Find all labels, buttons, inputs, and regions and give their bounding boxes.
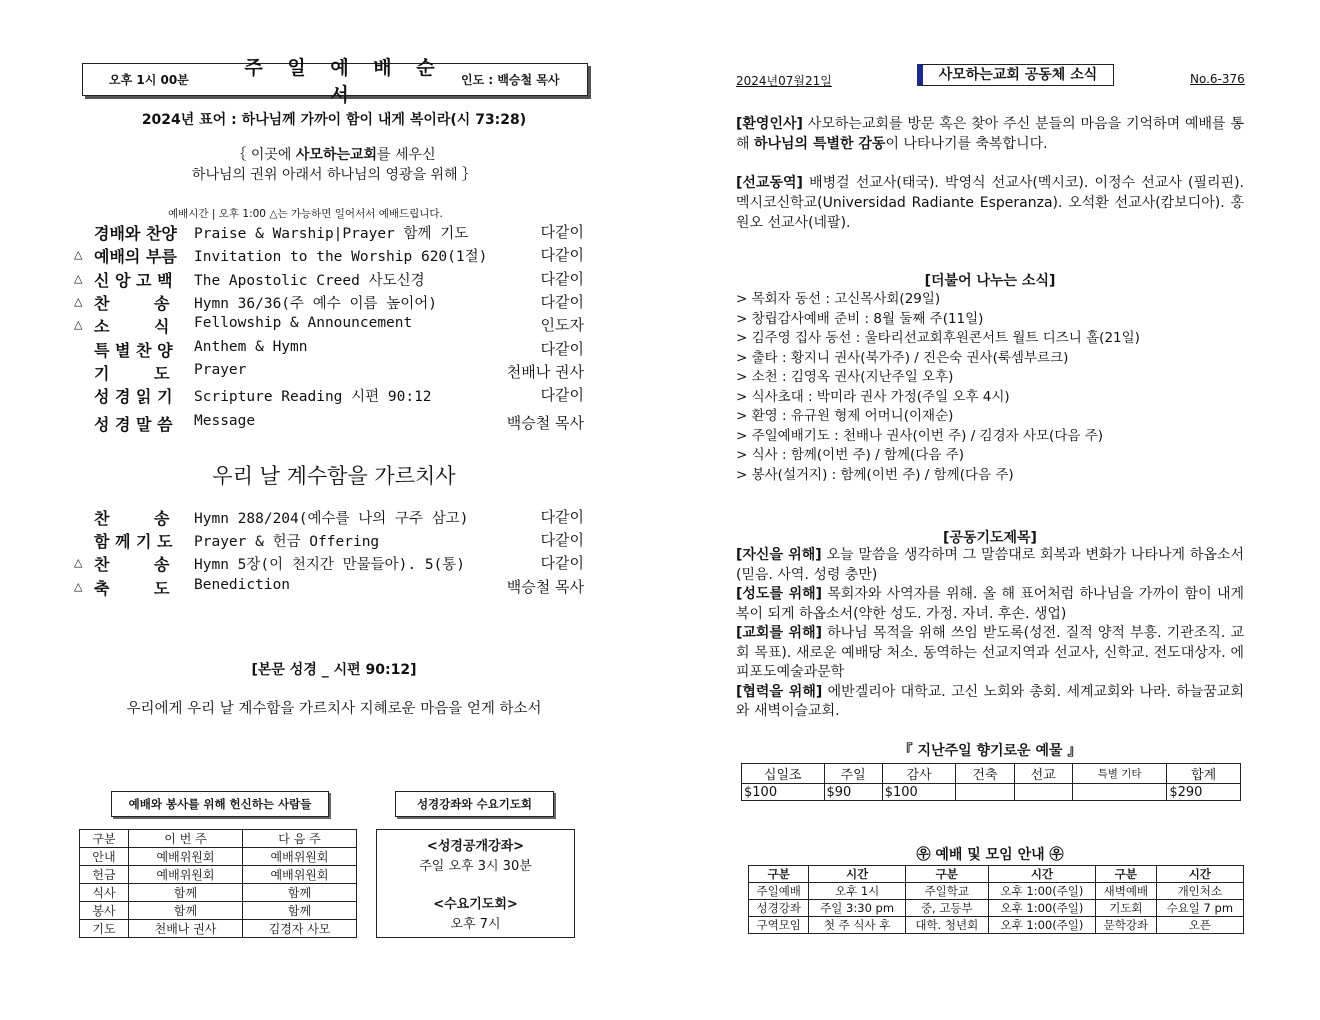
study-title-1: <성경공개강좌> bbox=[426, 839, 525, 854]
table-header: 이 번 주 bbox=[129, 830, 243, 848]
order-item-description: Anthem & Hymn bbox=[194, 339, 308, 355]
order-item-description: Praise & Warship|Prayer 함께 기도 bbox=[194, 226, 469, 242]
order-item-name: 예배의 부름 bbox=[94, 247, 177, 266]
table-header: 선교 bbox=[1014, 764, 1072, 784]
table-cell: 첫 주 식사 후 bbox=[809, 917, 905, 934]
list-item: > 식사초대 : 박미라 권사 가정(주일 오후 4시) bbox=[736, 388, 1010, 405]
table-cell: 대학. 청년회 bbox=[905, 917, 988, 934]
order-item-name: 경배와 찬양 bbox=[94, 224, 177, 243]
prayer-item-text: 하나님 목적을 위해 쓰임 받도록(성전. 질적 양적 부흥. 기관조직. 교회 목표). 새로운 예배당 처소. 동역하는 선교지역과 선교사, 신학교. 전도대상자. 에피포도예술과문학 bbox=[736, 625, 1244, 680]
table-cell: 주일학교 bbox=[905, 883, 988, 900]
table-header: 주일 bbox=[824, 764, 882, 784]
table-cell: 식사 bbox=[80, 884, 129, 902]
table-row bbox=[80, 884, 357, 902]
study-title-2: <수요기도회> bbox=[433, 897, 518, 912]
table-cell: 오후 1:00(주일) bbox=[988, 917, 1095, 934]
order-item-leader: 다같이 bbox=[540, 508, 584, 526]
table-cell: 개인처소 bbox=[1156, 883, 1243, 900]
order-item-description: Benediction bbox=[194, 577, 291, 593]
order-row bbox=[74, 412, 586, 434]
table-header: 구분 bbox=[749, 866, 809, 883]
table-cell: $290 bbox=[1167, 784, 1241, 801]
table-row bbox=[749, 917, 1244, 934]
order-row bbox=[74, 244, 586, 266]
bulletin-date: 2024년07월21일 bbox=[736, 74, 832, 88]
order-item-description: Prayer & 헌금 Offering bbox=[194, 534, 380, 550]
order-item-name: 찬 송 bbox=[94, 509, 170, 528]
table-header: 다 음 주 bbox=[243, 830, 357, 848]
table-cell: 예배위원회 bbox=[243, 866, 357, 884]
prayer-item bbox=[736, 546, 1244, 585]
order-item-description: Hymn 5장(이 천지간 만물들아). 5(통) bbox=[194, 557, 466, 573]
offering-table bbox=[741, 763, 1241, 801]
order-row bbox=[74, 268, 586, 290]
table-cell bbox=[956, 784, 1014, 801]
table-header: 시간 bbox=[809, 866, 905, 883]
table-header: 감사 bbox=[882, 764, 956, 784]
order-item-description: Invitation to the Worship 620(1절) bbox=[194, 249, 488, 265]
list-item: > 환영 : 유규원 형제 어머니(이재순) bbox=[736, 408, 954, 424]
order-item-leader: 천배나 권사 bbox=[506, 363, 584, 381]
table-cell: 함께 bbox=[243, 902, 357, 920]
prayer-item-label: [교회를 위해] bbox=[736, 625, 822, 641]
study-label: 성경강좌와 수요기도회 bbox=[395, 791, 554, 817]
table-header: 시간 bbox=[988, 866, 1095, 883]
order-item-description: Hymn 288/204(예수를 나의 구주 삼고) bbox=[194, 511, 469, 527]
table-cell: 김경자 사모 bbox=[243, 920, 357, 938]
share-heading: [더불어 나누는 소식] bbox=[924, 273, 1056, 289]
prayer-item bbox=[736, 585, 1244, 624]
worship-leader: 인도 : 백승철 목사 bbox=[461, 73, 560, 87]
study-time-1: 주일 오후 3시 30분 bbox=[419, 859, 532, 874]
order-item-name: 특 별 찬 양 bbox=[94, 341, 173, 360]
order-row bbox=[74, 291, 586, 313]
worship-time: 오후 1시 00분 bbox=[109, 73, 189, 87]
order-item-name: 찬 송 bbox=[94, 555, 170, 574]
table-cell: 함께 bbox=[243, 884, 357, 902]
order-item-name: 찬 송 bbox=[94, 294, 170, 313]
order-item-description: Hymn 36/36(주 예수 이름 높이어) bbox=[194, 296, 438, 312]
order-item-description: Prayer bbox=[194, 362, 247, 378]
order-row bbox=[74, 506, 586, 528]
table-header: 시간 bbox=[1156, 866, 1243, 883]
order-row bbox=[74, 361, 586, 383]
order-item-name: 성 경 말 씀 bbox=[94, 415, 173, 434]
servants-table bbox=[79, 829, 357, 938]
order-item-name: 신 앙 고 백 bbox=[94, 271, 173, 290]
table-cell: 봉사 bbox=[80, 902, 129, 920]
table-cell bbox=[1014, 784, 1072, 801]
table-row bbox=[80, 866, 357, 884]
table-row bbox=[80, 848, 357, 866]
worship-order-header bbox=[82, 56, 588, 106]
table-row bbox=[80, 920, 357, 938]
list-item: > 식사 : 함께(이번 주) / 함께(다음 주) bbox=[736, 447, 965, 463]
study-box bbox=[376, 829, 575, 938]
order-row bbox=[74, 221, 586, 243]
table-cell: 헌금 bbox=[80, 866, 129, 884]
table-header: 건축 bbox=[956, 764, 1014, 784]
table-row bbox=[80, 902, 357, 920]
order-item-leader: 다같이 bbox=[540, 554, 584, 572]
list-item: > 봉사(설거지) : 함께(이번 주) / 함께(다음 주) bbox=[736, 466, 1014, 483]
table-cell: 주일 3:30 pm bbox=[809, 900, 905, 917]
order-item-description: Fellowship & Announcement bbox=[194, 315, 413, 331]
stand-mark: △ bbox=[74, 318, 83, 331]
welcome-paragraph: [환영인사] 사모하는교회를 방문 혹은 찾아 주신 분들의 마음을 기억하며 예배를 통해 하나님의 특별한 감동이 나타나기를 축복합니다. bbox=[736, 116, 1244, 152]
table-row bbox=[749, 900, 1244, 917]
stand-mark: △ bbox=[74, 556, 83, 569]
table-header: 특별 기타 bbox=[1072, 764, 1167, 784]
stand-mark: △ bbox=[74, 580, 83, 593]
order-item-leader: 다같이 bbox=[540, 340, 584, 358]
order-item-name: 함 께 기 도 bbox=[94, 532, 173, 551]
table-cell: 중, 고등부 bbox=[905, 900, 988, 917]
stand-mark: △ bbox=[74, 295, 83, 308]
table-cell: 주일예배 bbox=[749, 883, 809, 900]
order-item-description: Message bbox=[194, 413, 256, 429]
table-cell: 함께 bbox=[129, 884, 243, 902]
order-item-name: 성 경 읽 기 bbox=[94, 387, 173, 406]
list-item: > 주일예배기도 : 천배나 권사(이번 주) / 김경자 사모(다음 주) bbox=[736, 427, 1103, 444]
table-cell: 문학강좌 bbox=[1096, 917, 1156, 934]
offering-heading: 『 지난주일 향기로운 예물 』 bbox=[898, 743, 1082, 759]
list-item: > 소천 : 김영옥 권사(지난주일 오후) bbox=[736, 369, 954, 385]
list-item: > 김주영 집사 동선 : 울타리선교회후원콘서트 월트 디즈니 홀(21일) bbox=[736, 330, 1140, 346]
prayer-item-label: [협력을 위해] bbox=[736, 683, 823, 700]
table-cell: 구역모임 bbox=[749, 917, 809, 934]
prayer-item-label: [자신을 위해] bbox=[736, 547, 822, 563]
prayer-item bbox=[736, 683, 1244, 722]
prayer-item-label: [성도를 위해] bbox=[736, 586, 823, 602]
order-row bbox=[74, 552, 586, 574]
share-list bbox=[736, 290, 1244, 485]
table-header: 구분 bbox=[905, 866, 988, 883]
table-cell: 기도 bbox=[80, 920, 129, 938]
study-time-2: 오후 7시 bbox=[450, 917, 501, 932]
stand-mark: △ bbox=[74, 248, 83, 261]
table-cell: 새벽예배 bbox=[1096, 883, 1156, 900]
order-row bbox=[74, 384, 586, 406]
table-header: 구분 bbox=[80, 830, 129, 848]
table-cell: 수요일 7 pm bbox=[1156, 900, 1243, 917]
order-item-leader: 백승철 목사 bbox=[506, 414, 584, 432]
order-item-leader: 다같이 bbox=[540, 246, 584, 264]
prayer-list bbox=[736, 546, 1244, 722]
order-row bbox=[74, 576, 586, 598]
prayer-item bbox=[736, 624, 1244, 683]
table-cell: 천배나 권사 bbox=[129, 920, 243, 938]
prayer-item-text: 에반겔리아 대학교. 고신 노회와 총회. 세계교회와 나라. 하늘꿈교회와 새벽이슬교회. bbox=[736, 683, 1244, 719]
order-item-leader: 백승철 목사 bbox=[506, 578, 584, 596]
prayer-heading: [공동기도제목] bbox=[943, 530, 1037, 546]
order-item-leader: 다같이 bbox=[540, 270, 584, 288]
order-item-description: The Apostolic Creed 사도신경 bbox=[194, 273, 425, 289]
scripture-heading: [본문 성경 _ 시편 90:12] bbox=[251, 662, 417, 678]
scripture-text: 우리에게 우리 날 계수함을 가르치사 지혜로운 마음을 얻게 하소서 bbox=[126, 701, 542, 717]
order-row bbox=[74, 529, 586, 551]
table-header: 합계 bbox=[1167, 764, 1241, 784]
meetings-table bbox=[748, 865, 1244, 934]
table-cell bbox=[1072, 784, 1167, 801]
worship-notice: 예배시간 | 오후 1:00 △는 가능하면 일어서서 예배드립니다. bbox=[168, 208, 443, 220]
order-row bbox=[74, 338, 586, 360]
list-item: > 목회자 동선 : 고신목사회(29일) bbox=[736, 291, 941, 307]
order-item-leader: 다같이 bbox=[540, 293, 584, 311]
table-cell: 오후 1:00(주일) bbox=[988, 883, 1095, 900]
vision-line-1: ｛ 이곳에 사모하는교회를 세우신 bbox=[232, 147, 436, 163]
year-motto: 2024년 표어 : 하나님께 가까이 함이 내게 복이라(시 73:28) bbox=[141, 112, 527, 128]
order-row bbox=[74, 314, 586, 336]
order-item-leader: 다같이 bbox=[540, 531, 584, 549]
order-item-description: Scripture Reading 시편 90:12 bbox=[194, 389, 432, 405]
table-cell: 오픈 bbox=[1156, 917, 1243, 934]
order-item-name: 기 도 bbox=[94, 364, 170, 383]
table-cell: $100 bbox=[742, 784, 825, 801]
table-cell: 오후 1시 bbox=[809, 883, 905, 900]
table-header: 십일조 bbox=[742, 764, 825, 784]
table-cell: 성경강좌 bbox=[749, 900, 809, 917]
vision-line-2: 하나님의 권위 아래서 하나님의 영광을 위해 ｝ bbox=[191, 167, 477, 183]
table-cell: $90 bbox=[824, 784, 882, 801]
table-cell: $100 bbox=[882, 784, 956, 801]
mission-paragraph: [선교동역] 배병걸 선교사(태국). 박영식 선교사(멕시코). 이정수 선교사 (필리핀). 멕시코신학교(Universidad Radiante Esperanza). 오석환 선교사(캄보디아). 홍원오 선교사(네팔). bbox=[736, 175, 1244, 231]
table-cell: 안내 bbox=[80, 848, 129, 866]
order-item-name: 소 식 bbox=[94, 317, 170, 336]
order-item-leader: 다같이 bbox=[540, 223, 584, 241]
table-cell: 예배위원회 bbox=[129, 848, 243, 866]
worship-order-title: 주 일 예 배 순 서 bbox=[244, 56, 444, 106]
order-item-leader: 다같이 bbox=[540, 386, 584, 404]
news-title: 사모하는교회 공동체 소식 bbox=[917, 64, 1114, 86]
servants-label: 예배와 봉사를 위해 헌신하는 사람들 bbox=[111, 791, 329, 817]
table-row bbox=[749, 883, 1244, 900]
meetings-heading: ㉾ 예배 및 모임 안내 ㉾ bbox=[916, 847, 1064, 863]
table-cell: 기도회 bbox=[1096, 900, 1156, 917]
stand-mark: △ bbox=[74, 272, 83, 285]
sermon-title: 우리 날 계수함을 가르치사 bbox=[212, 464, 456, 488]
bulletin-number: No.6-376 bbox=[1190, 72, 1245, 86]
table-cell: 예배위원회 bbox=[243, 848, 357, 866]
order-item-name: 축 도 bbox=[94, 579, 170, 598]
prayer-item-text: 오늘 말씀을 생각하며 그 말씀대로 회복과 변화가 나타나게 하옵소서(믿음. 사역. 성령 충만) bbox=[736, 547, 1244, 583]
prayer-item-text: 목회자와 사역자를 위해. 올 해 표어처럼 하나님을 가까이 함이 내게 복이 되게 하옵소서(약한 성도. 가정. 자녀. 후손. 생업) bbox=[736, 586, 1244, 622]
list-item: > 창립감사예배 준비 : 8월 둘째 주(11일) bbox=[736, 310, 984, 327]
table-cell: 예배위원회 bbox=[129, 866, 243, 884]
table-header: 구분 bbox=[1096, 866, 1156, 883]
list-item: > 출타 : 황지니 권사(북가주) / 진은숙 권사(룩셈부르크) bbox=[736, 349, 1069, 366]
table-cell: 오후 1:00(주일) bbox=[988, 900, 1095, 917]
order-item-leader: 인도자 bbox=[540, 316, 584, 334]
table-cell: 함께 bbox=[129, 902, 243, 920]
